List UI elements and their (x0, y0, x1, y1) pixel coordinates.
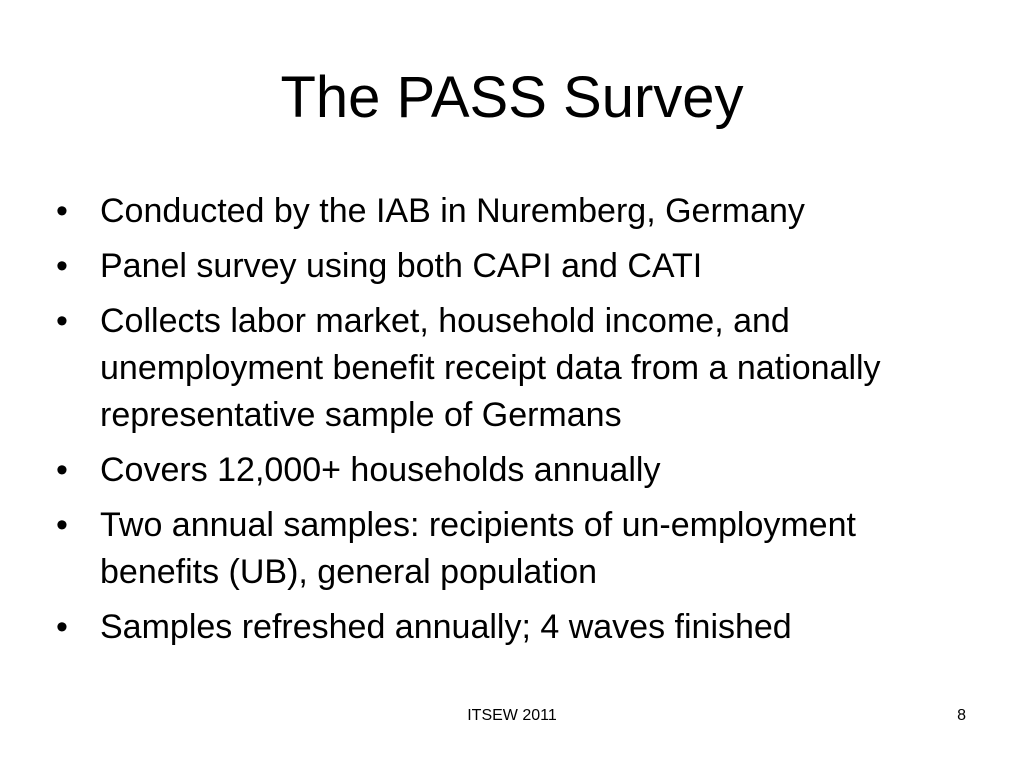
bullet-item (56, 447, 956, 494)
bullet-text: Panel survey using both CAPI and CATI (100, 247, 703, 285)
bullet-dot-icon: • (56, 247, 68, 285)
bullet-text: Samples refreshed annually; 4 waves finished (100, 608, 792, 646)
bullet-text: Two annual samples: recipients of un-employment benefits (UB), general population (100, 506, 856, 591)
bullet-dot-icon: • (56, 506, 68, 544)
bullet-item (56, 243, 956, 290)
bullet-item (56, 298, 920, 439)
bullet-dot-icon: • (56, 192, 68, 230)
bullet-dot-icon: • (56, 302, 68, 340)
bullet-item (56, 502, 930, 596)
bullet-text: Conducted by the IAB in Nuremberg, Germany (100, 192, 805, 230)
bullet-text: Covers 12,000+ households annually (100, 451, 661, 489)
slide-title: The PASS Survey (280, 65, 744, 130)
footer-event-label: ITSEW 2011 (467, 707, 557, 724)
bullet-list (56, 188, 956, 659)
bullet-item (56, 188, 956, 235)
bullet-item (56, 604, 956, 651)
slide-page-number: 8 (957, 707, 966, 724)
bullet-dot-icon: • (56, 608, 68, 646)
bullet-text: Collects labor market, household income, and unemployment benefit receipt data from a nationally representative sample of Germans (100, 302, 881, 434)
bullet-dot-icon: • (56, 451, 68, 489)
